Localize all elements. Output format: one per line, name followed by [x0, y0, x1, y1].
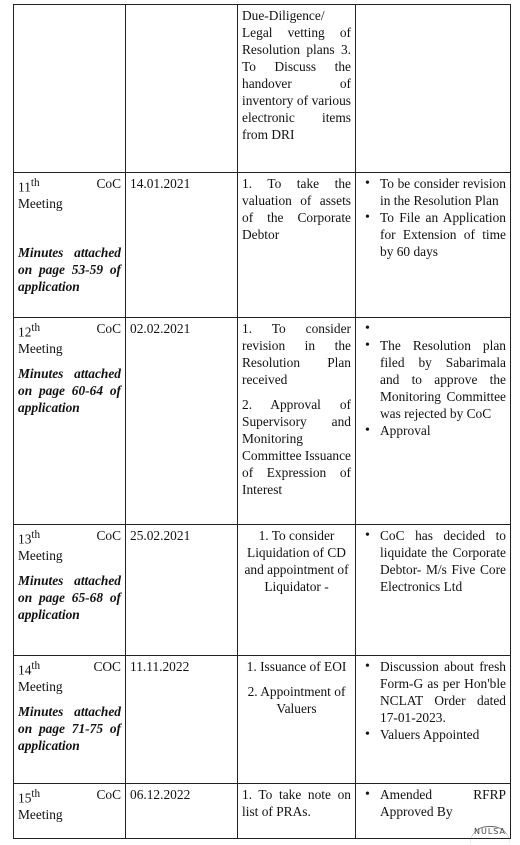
outcome-item [380, 320, 506, 337]
outcome-item: • To File an Application for Extension of time by 60 days [380, 209, 506, 260]
minutes-reference: Minutes attached on page 53-59 of application [18, 245, 121, 295]
meeting-word: Meeting [18, 807, 63, 823]
meeting-cell [14, 656, 126, 784]
meeting-number: 13 [18, 531, 32, 547]
meeting-date: 11.11.2022 [130, 659, 190, 674]
outcome-item: • Discussion about fresh Form-G as per Hon'ble NCLAT Order dated 17-01-2023. [380, 658, 506, 726]
agenda-cell [238, 5, 356, 173]
table-row [14, 318, 511, 525]
seal-stamp: NULSA [470, 826, 510, 845]
meeting-cell [14, 5, 126, 173]
meeting-cell [14, 525, 126, 656]
outcome-item: • Valuers Appointed [380, 726, 506, 743]
agenda-item: 1. To take note on list of PRAs. [242, 787, 351, 819]
meeting-date: 14.01.2021 [130, 176, 191, 191]
outcome-cell [356, 318, 511, 525]
date-cell [126, 784, 238, 839]
date-cell [126, 318, 238, 525]
agenda-item: 2. Approval of Supervisory and Monitoring Committee Issuance of Expression of Interest [242, 397, 351, 497]
coc-label: CoC [96, 787, 121, 802]
ordinal-suffix: th [31, 529, 41, 541]
coc-label: CoC [96, 321, 121, 336]
meeting-number: 15 [18, 790, 32, 806]
ordinal-suffix: th [31, 322, 41, 334]
table-row [14, 656, 511, 784]
agenda-item: 2. Appointment of Valuers [247, 684, 346, 716]
outcome-item: • CoC has decided to liquidate the Corporate Debtor- M/s Five Core Electronics Ltd [380, 527, 506, 595]
outcome-cell [356, 173, 511, 318]
meeting-date: 06.12.2022 [130, 787, 191, 802]
meeting-number: 12 [18, 324, 32, 340]
meeting-number: 11 [18, 179, 31, 195]
meeting-date: 25.02.2021 [130, 528, 191, 543]
ordinal-suffix: th [30, 177, 40, 189]
table-row [14, 784, 511, 839]
outcome-cell [356, 5, 511, 173]
outcome-cell [356, 525, 511, 656]
agenda-item: Due-Diligence/ Legal vetting of Resolution plans 3. To Discuss the handover of inventory of various electronic items from DRI [242, 8, 351, 142]
date-cell [126, 656, 238, 784]
meeting-cell [14, 784, 126, 839]
table-row [14, 173, 511, 318]
agenda-cell [238, 784, 356, 839]
coc-label: COC [93, 659, 121, 674]
agenda-item: 1. To take the valuation of assets of the Corporate Debtor [242, 176, 351, 242]
date-cell [126, 5, 238, 173]
minutes-reference: Minutes attached on page 71-75 of application [18, 704, 121, 754]
outcome-cell [356, 656, 511, 784]
outcome-item: • Amended RFRP Approved By [380, 786, 506, 820]
meeting-word: Meeting [18, 196, 63, 212]
agenda-item: 1. Issuance of EOI [246, 659, 347, 674]
meeting-number: 14 [18, 662, 32, 678]
date-cell [126, 525, 238, 656]
minutes-reference: Minutes attached on page 60-64 of application [18, 366, 121, 416]
meeting-date: 02.02.2021 [130, 321, 191, 336]
outcome-item: • Approval [380, 422, 506, 439]
agenda-item: 1. To consider Liquidation of CD and appointment of Liquidator - [244, 528, 349, 594]
ordinal-suffix: th [31, 788, 41, 800]
meeting-cell [14, 318, 126, 525]
coc-meetings-table [13, 4, 511, 839]
outcome-item: • The Resolution plan filed by Sabarimala and to approve the Monitoring Committee was rejected by CoC [380, 337, 506, 422]
table-row [14, 525, 511, 656]
coc-label: CoC [96, 528, 121, 543]
table-row [14, 5, 511, 173]
date-cell [126, 173, 238, 318]
ordinal-suffix: th [31, 660, 41, 672]
agenda-cell [238, 173, 356, 318]
agenda-cell [238, 318, 356, 525]
meeting-word: Meeting [18, 679, 63, 695]
agenda-cell [238, 656, 356, 784]
agenda-cell [238, 525, 356, 656]
meeting-cell [14, 173, 126, 318]
minutes-reference: Minutes attached on page 65-68 of application [18, 573, 121, 623]
outcome-item: • To be consider revision in the Resolution Plan [380, 175, 506, 209]
coc-label: CoC [96, 176, 121, 191]
agenda-item: 1. To consider revision in the Resolution Plan received [242, 321, 351, 387]
meeting-word: Meeting [18, 341, 63, 357]
meeting-word: Meeting [18, 548, 63, 564]
